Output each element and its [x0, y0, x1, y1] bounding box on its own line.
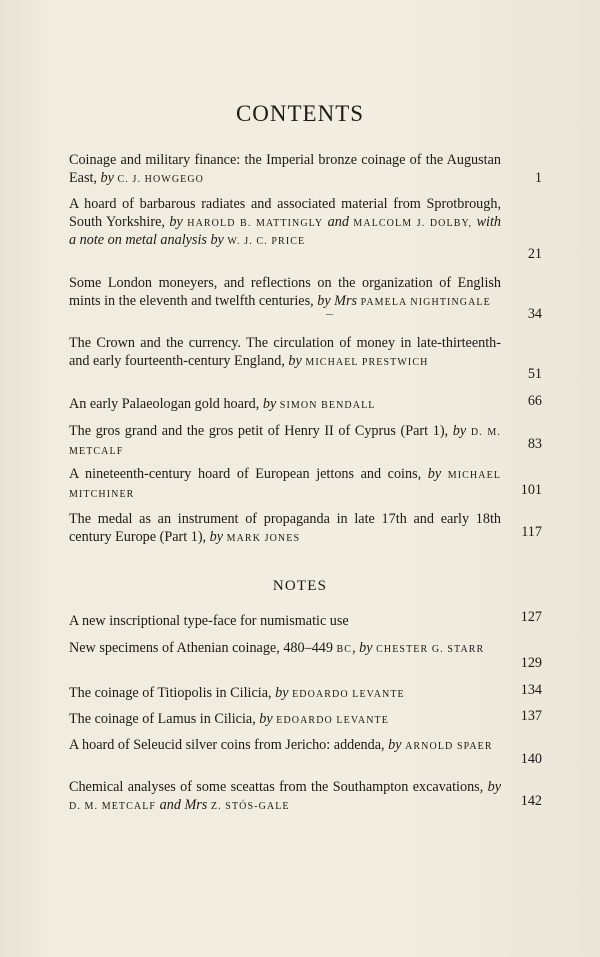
notes-heading: NOTES [272, 578, 328, 594]
entry-by: by [100, 169, 114, 186]
contents-entry [69, 396, 501, 415]
entry-author: HAROLD B. MATTINGLY [187, 217, 324, 229]
entry-text: New specimens of Athenian coinage, 480–449 BC, by CHESTER G. STARR [69, 640, 485, 656]
notes-entry [69, 613, 501, 631]
entry-text [69, 737, 501, 756]
entry-page-number: 34 [527, 306, 542, 322]
entry-title: Coinage and military finance: the Imperial bronze coinage of the Augustan East, [69, 152, 501, 186]
entry-text [69, 396, 501, 415]
entry-page-number: 142 [520, 793, 542, 809]
entry-text [69, 275, 501, 311]
entry-author-2: MALCOLM J. DOLBY, [353, 217, 473, 229]
contents-entry [69, 423, 501, 460]
entry-page-number: 134 [520, 682, 542, 698]
entry-author: EDOARDO LEVANTE [276, 715, 389, 726]
entry-author-2: Z. STÓS-GALE [210, 800, 290, 812]
entry-by: by [388, 737, 402, 753]
entry-text [69, 335, 501, 371]
entry-page-number: 140 [520, 751, 542, 767]
entry-author: MICHAEL PRESTWICH [305, 356, 429, 368]
entry-by: by [259, 711, 273, 727]
contents-entry [69, 152, 501, 188]
entry-text [69, 152, 501, 188]
entry-title: The coinage of Lamus in Cilicia, [69, 711, 256, 727]
entry-era: BC [336, 644, 353, 655]
entry-and: and Mrs [159, 796, 208, 813]
entry-author: SIMON BENDALL [279, 400, 376, 411]
notes-entry [69, 779, 501, 815]
entry-text [69, 466, 501, 503]
notes-entry [69, 685, 501, 704]
entry-by: by Mrs [317, 292, 358, 309]
entry-page-number: 129 [520, 655, 542, 671]
entry-page-number: 117 [521, 524, 542, 540]
contents-entry [69, 275, 501, 311]
contents-entry [69, 511, 501, 547]
entry-page-number: 101 [520, 482, 542, 498]
entry-author: CHESTER G. STARR [376, 644, 485, 655]
notes-entry [69, 711, 501, 730]
entry-text [69, 779, 501, 815]
entry-page-number: 66 [527, 393, 542, 409]
entry-by: by [275, 685, 289, 701]
entry-title: Chemical analyses of some sceattas from the Southampton excavations, [69, 779, 484, 795]
ink-mark [326, 314, 333, 315]
entry-by: by [288, 352, 302, 369]
entry-title: The medal as an instrument of propaganda in late 17th and early 18th century Europe (Part 1), [69, 511, 501, 545]
entry-by: by [262, 396, 277, 412]
contents-entry [69, 466, 501, 503]
entry-note: with a note on metal analysis by [69, 213, 502, 248]
contents-entry [69, 196, 501, 251]
entry-text [69, 511, 501, 547]
entry-page-number: 83 [527, 436, 542, 452]
entry-and: and [327, 213, 349, 230]
entry-title: A hoard of Seleucid silver coins from Jericho: addenda, [69, 737, 385, 753]
entry-title: A new inscriptional type-face for numismatic use [69, 613, 349, 629]
entry-author: C. J. HOWGEGO [117, 173, 205, 185]
entry-title: An early Palaeologan gold hoard, [69, 396, 260, 412]
entry-author: EDOARDO LEVANTE [292, 689, 405, 700]
entry-by: by [452, 423, 467, 439]
entry-page-number: 51 [527, 366, 542, 382]
entry-title: The gros grand and the gros petit of Henry II of Cyprus (Part 1), [69, 423, 449, 439]
contents-heading: CONTENTS [235, 101, 365, 126]
entry-page-number: 137 [520, 708, 542, 724]
entry-text [69, 423, 501, 460]
entry-title: The Crown and the currency. The circulation of money in late-thirteenth- and early fourteenth-century England, [69, 335, 501, 369]
entry-title: A nineteenth-century hoard of European jettons and coins, [69, 466, 422, 482]
entry-text [69, 196, 501, 251]
notes-entry [69, 737, 501, 756]
entry-page-number: 127 [520, 609, 542, 625]
entry-author: MARK JONES [226, 532, 301, 544]
entry-by: by [487, 779, 502, 795]
entry-author-3: W. J. C. PRICE [227, 236, 306, 247]
notes-entry [69, 640, 501, 659]
entry-title: New specimens of Athenian coinage, 480–449 [69, 640, 333, 656]
entry-title: The coinage of Titiopolis in Cilicia, [69, 685, 272, 701]
entry-author: D. M. METCALF [69, 427, 502, 457]
entry-by: by [209, 528, 224, 545]
entry-author: MICHAEL MITCHINER [69, 470, 501, 500]
entry-author: PAMELA NIGHTINGALE [360, 296, 491, 308]
entry-by: by [427, 466, 442, 482]
contents-entry [69, 335, 501, 371]
entry-title: A hoard of barbarous radiates and associated material from Sprotbrough, South Yorkshire, [69, 196, 501, 230]
entry-text [69, 711, 501, 730]
entry-author: D. M. METCALF [69, 800, 157, 812]
entry-by: by [169, 213, 183, 230]
entry-page-number: 1 [534, 170, 542, 186]
entry-by: by [359, 640, 373, 656]
entry-text [69, 613, 501, 631]
entry-title: Some London moneyers, and reflections on the organization of English mints in the eleventh and twelfth centuries, [69, 275, 501, 309]
entry-page-number: 21 [527, 246, 542, 262]
entry-text [69, 685, 501, 704]
entry-author: ARNOLD SPAER [405, 741, 493, 752]
